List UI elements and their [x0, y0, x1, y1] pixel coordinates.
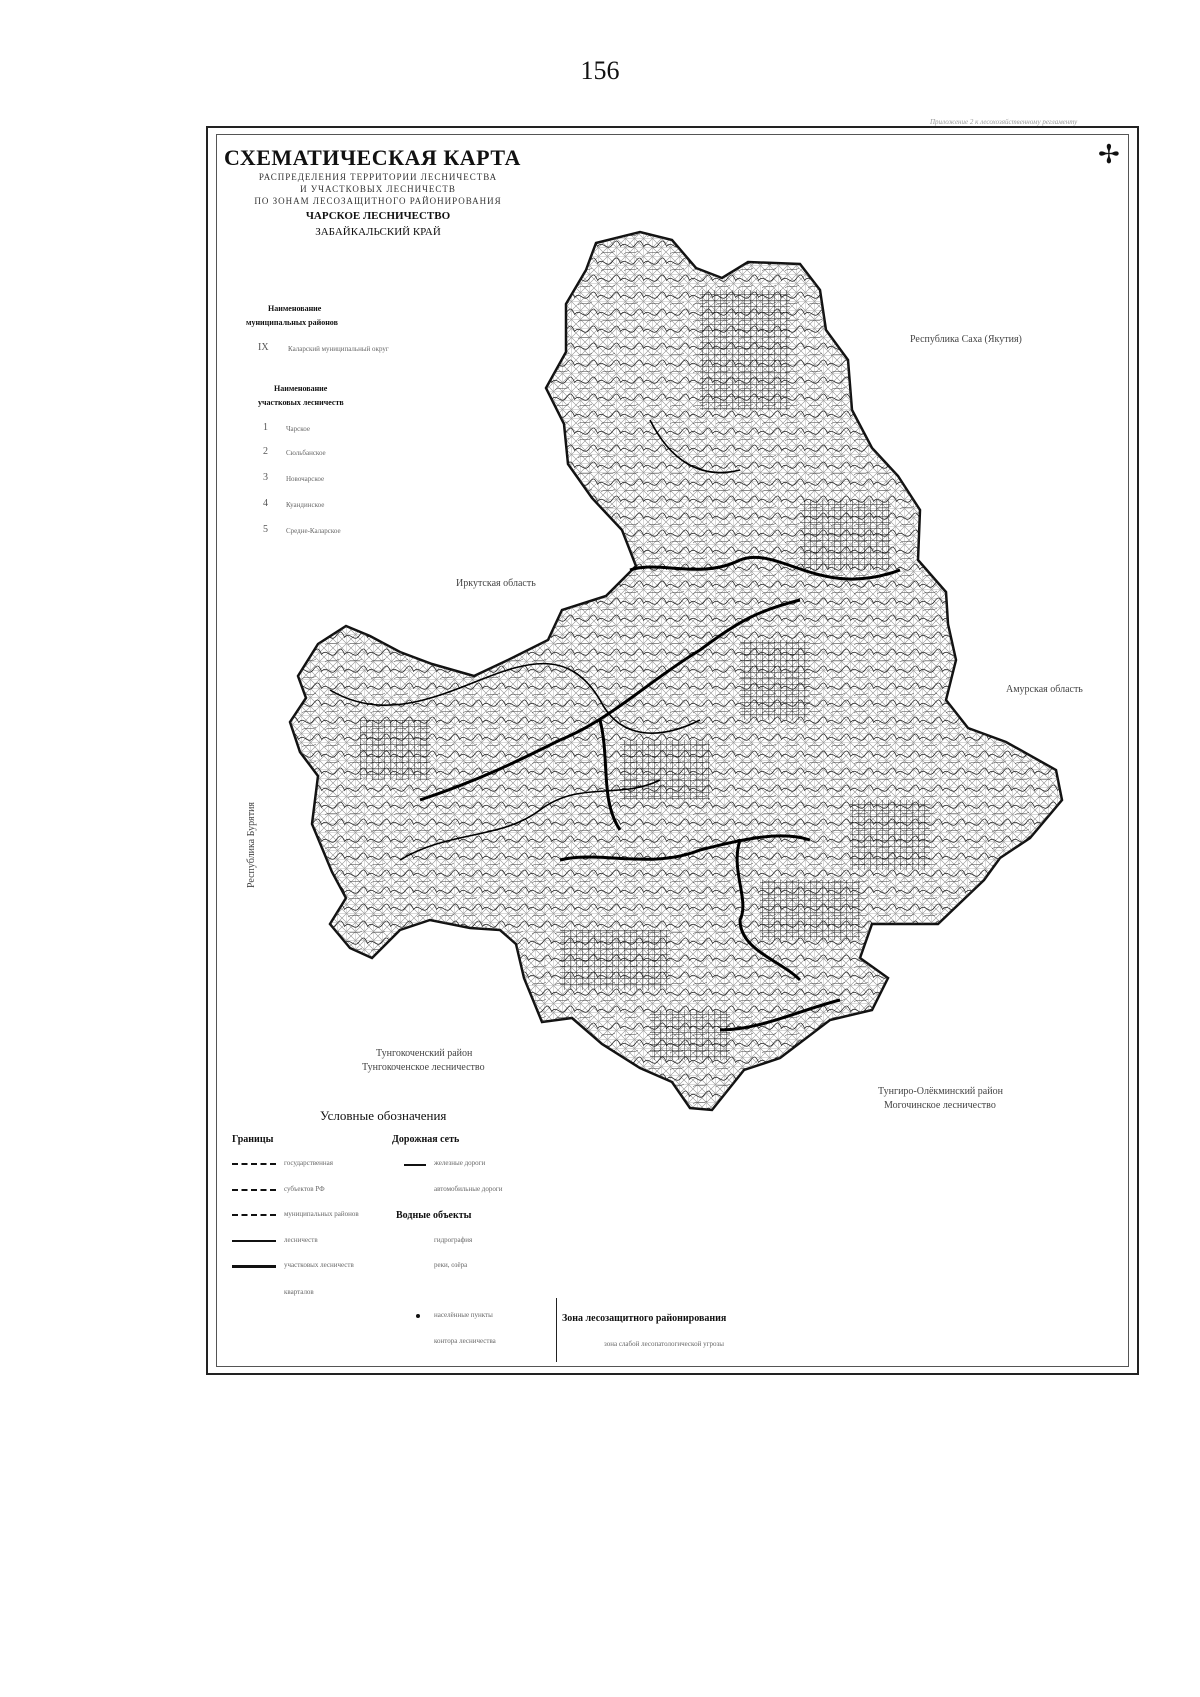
legend-road-auto: автомобильные дороги	[434, 1185, 503, 1193]
page-number: 156	[580, 56, 620, 85]
subforestry-name-5: Средне-Каларское	[286, 527, 341, 535]
subforestry-name-1: Чарское	[286, 425, 311, 433]
legend-border-state: государственная	[284, 1159, 333, 1167]
legend-border-municipal: муниципальных районов	[284, 1210, 359, 1218]
corner-note: Приложение 2 к лесохозяйственному регламенту	[930, 118, 1078, 126]
neighbor-sakha: Республика Саха (Якутия)	[910, 334, 1022, 345]
neighbor-tungiro-2: Могочинское лесничество	[884, 1100, 996, 1111]
neighbor-amur: Амурская область	[1006, 684, 1083, 695]
subforestry-name-4: Куандинское	[286, 501, 325, 509]
districts-legend-heading-2: муниципальных районов	[246, 318, 338, 327]
neighbor-tungokochen-1: Тунгокоченский район	[376, 1048, 473, 1059]
legend-line-railway	[404, 1164, 426, 1166]
subforestry-num-2: 2	[263, 446, 268, 457]
map-subtitle-line-3: ПО ЗОНАМ ЛЕСОЗАЩИТНОГО РАЙОНИРОВАНИЯ	[254, 196, 502, 206]
legend-border-forestry: лесничеств	[284, 1236, 318, 1244]
neighbor-buryatia: Республика Бурятия	[246, 801, 257, 888]
legend-water-rivers: реки, озёра	[434, 1261, 468, 1269]
subforestry-num-4: 4	[263, 498, 268, 509]
legend-water-heading: Водные объекты	[396, 1210, 472, 1221]
legend-settlement-dot	[416, 1314, 420, 1318]
neighbor-tungiro-1: Тунгиро-Олёкминский район	[878, 1086, 1003, 1097]
legend-line-forestry	[232, 1240, 276, 1242]
legend-office: контора лесничества	[434, 1337, 496, 1345]
legend-water-hydro: гидрография	[434, 1236, 473, 1244]
map-subtitle-line-1: РАСПРЕДЕЛЕНИЯ ТЕРРИТОРИИ ЛЕСНИЧЕСТВА	[258, 172, 498, 182]
compass-icon: ✢	[1098, 140, 1120, 169]
legend-zone-separator	[556, 1298, 557, 1362]
forestry-name: ЧАРСКОЕ ЛЕСНИЧЕСТВО	[305, 210, 451, 222]
subforestry-num-1: 1	[263, 422, 268, 433]
subforestry-num-5: 5	[263, 524, 268, 535]
district-name: Каларский муниципальный округ	[288, 345, 389, 353]
map-subtitle-line-2: И УЧАСТКОВЫХ ЛЕСНИЧЕСТВ	[300, 184, 456, 194]
region-name: ЗАБАЙКАЛЬСКИЙ КРАЙ	[315, 226, 441, 238]
district-mark: IX	[258, 342, 269, 353]
subforestry-num-3: 3	[263, 472, 268, 483]
legend-line-municipal	[232, 1214, 276, 1216]
legend-roads-heading: Дорожная сеть	[392, 1134, 460, 1145]
legend-line-subforestry	[232, 1265, 276, 1268]
neighbor-irkutsk: Иркутская область	[456, 578, 536, 589]
legend-title: Условные обозначения	[320, 1108, 447, 1123]
legend-border-subforestry: участковых лесничеств	[284, 1261, 354, 1269]
subforestry-name-3: Новочарское	[286, 475, 325, 483]
map-title: СХЕМАТИЧЕСКАЯ КАРТА	[224, 145, 521, 170]
subforestries-legend-heading-1: Наименование	[274, 384, 328, 393]
legend-road-rail: железные дороги	[434, 1159, 486, 1167]
legend-border-subject: субъектов РФ	[284, 1185, 325, 1193]
neighbor-tungokochen-2: Тунгокоченское лесничество	[362, 1062, 485, 1073]
districts-legend-heading-1: Наименование	[268, 304, 322, 313]
legend-zone-heading: Зона лесозащитного районирования	[562, 1313, 727, 1324]
subforestries-legend-heading-2: участковых лесничеств	[258, 398, 344, 407]
legend-settlement: населённые пункты	[434, 1311, 493, 1319]
legend-line-state	[232, 1163, 276, 1165]
legend-borders-heading: Границы	[232, 1134, 274, 1145]
legend-border-quarter: кварталов	[284, 1288, 314, 1296]
legend-zone-item: зона слабой лесопатологической угрозы	[604, 1340, 724, 1348]
legend-line-subject	[232, 1189, 276, 1191]
subforestry-name-2: Сюльбанское	[286, 449, 326, 457]
